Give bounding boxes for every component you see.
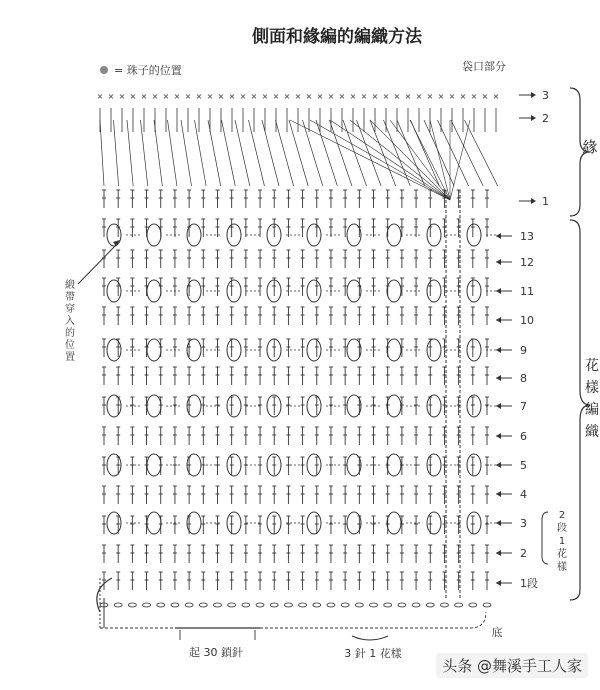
- fan-line: [195, 120, 207, 186]
- fan-line: [370, 120, 396, 186]
- chain-stitch: [426, 603, 434, 607]
- fan-line: [154, 120, 162, 186]
- edge-x-stitch: ×: [382, 92, 390, 101]
- chain-stitch: [313, 603, 321, 607]
- row-arrow-icon: [531, 115, 536, 121]
- pattern-section-char: 織: [585, 424, 599, 440]
- ribbon-note-char: 位: [65, 340, 75, 351]
- edge-x-stitch: ×: [492, 92, 500, 101]
- edge-x-stitch: ×: [360, 92, 368, 101]
- stitch-label: 3 針 1 花樣: [344, 647, 402, 660]
- fan-line: [316, 120, 337, 186]
- edge-x-stitch: ×: [184, 92, 192, 101]
- edge-x-stitch: ×: [305, 92, 313, 101]
- chart-title: 側面和緣編的編織方法: [252, 27, 422, 47]
- fan-line: [343, 120, 367, 186]
- watermark: 头条 @舞溪手工人家: [436, 653, 588, 678]
- pattern-row-label: 4: [520, 488, 527, 501]
- edge-x-stitch: ×: [459, 92, 467, 101]
- fan-line: [114, 120, 119, 186]
- repeat-note-char: 樣: [557, 562, 567, 573]
- bottom-label: 底: [491, 626, 503, 639]
- edge-x-stitch: ×: [118, 92, 126, 101]
- edge-x-stitch: ×: [349, 92, 357, 101]
- edge-x-stitch: ×: [217, 92, 225, 101]
- edge-x-stitch: ×: [206, 92, 214, 101]
- puff-stitch-oval: [467, 280, 481, 302]
- edge-x-stitch: ×: [294, 92, 302, 101]
- pattern-section-char: 花: [585, 358, 599, 374]
- puff-stitch-oval: [227, 280, 241, 302]
- row-arrow-icon: [531, 198, 536, 204]
- puff-stitch-oval: [467, 339, 481, 361]
- row-arrow-icon: [496, 491, 501, 497]
- chain-stitch: [242, 603, 250, 607]
- edge-x-stitch: ×: [316, 92, 324, 101]
- chain-stitch: [284, 603, 292, 607]
- edge-x-stitch: ×: [327, 92, 335, 101]
- edge-brace: [570, 88, 590, 216]
- edge-x-stitch: ×: [426, 92, 434, 101]
- fan-line: [249, 120, 265, 186]
- puff-stitch-oval: [227, 454, 241, 476]
- pocket-fan-line: [370, 120, 450, 200]
- edge-row-label: 3: [542, 89, 549, 102]
- chain-stitch: [483, 603, 491, 607]
- puff-stitch-oval: [107, 395, 121, 417]
- chain-stitch: [370, 603, 378, 607]
- edge-x-stitch: ×: [250, 92, 258, 101]
- ribbon-note-char: 穿: [65, 304, 75, 315]
- fan-line: [168, 120, 177, 186]
- pocket-label: 袋口部分: [462, 60, 506, 73]
- puff-stitch-oval: [427, 339, 441, 361]
- pattern-row-label: 7: [520, 400, 527, 413]
- edge-x-stitch: ×: [107, 92, 115, 101]
- pocket-fan-line: [350, 120, 450, 200]
- repeat-note-char: 段: [557, 523, 567, 534]
- edge-x-stitch: ×: [96, 92, 104, 101]
- repeat-bracket: [542, 512, 548, 564]
- edge-x-stitch: ×: [239, 92, 247, 101]
- pattern-section-char: 樣: [585, 380, 599, 396]
- puff-stitch-oval: [427, 512, 441, 534]
- row-arrow-icon: [496, 403, 501, 409]
- puff-stitch-oval: [307, 339, 321, 361]
- edge-x-stitch: ×: [173, 92, 181, 101]
- puff-stitch-oval: [387, 512, 401, 534]
- edge-x-stitch: ×: [272, 92, 280, 101]
- fan-line: [276, 120, 294, 186]
- row-arrow-icon: [496, 288, 501, 294]
- ribbon-note-char: 入: [65, 316, 75, 327]
- chain-stitch: [114, 603, 122, 607]
- legend-text: = 珠子的位置: [114, 64, 182, 77]
- edge-x-stitch: ×: [151, 92, 159, 101]
- row-arrow-icon: [496, 259, 501, 265]
- chain-stitch: [157, 603, 165, 607]
- puff-stitch-oval: [307, 224, 321, 246]
- puff-stitch-oval: [467, 512, 481, 534]
- edge-x-stitch: ×: [470, 92, 478, 101]
- puff-stitch-oval: [387, 395, 401, 417]
- ribbon-note-char: 置: [65, 352, 75, 363]
- puff-stitch-oval: [387, 224, 401, 246]
- edge-section-label: 緣: [582, 138, 598, 156]
- fan-line: [424, 120, 454, 186]
- puff-stitch-oval: [427, 280, 441, 302]
- chain-stitch: [469, 603, 477, 607]
- repeat-note-char: 2: [558, 510, 566, 521]
- row-arrow-icon: [496, 433, 501, 439]
- chain-stitch: [299, 603, 307, 607]
- puff-stitch-oval: [227, 339, 241, 361]
- edge-x-stitch: ×: [448, 92, 456, 101]
- ribbon-pointer: [78, 243, 118, 284]
- pocket-fan-line: [330, 120, 450, 200]
- chain-stitch: [440, 603, 448, 607]
- chain-stitch: [256, 603, 264, 607]
- puff-stitch-oval: [107, 512, 121, 534]
- chain-stitch: [341, 603, 349, 607]
- edge-x-stitch: ×: [228, 92, 236, 101]
- pattern-row-label: 11: [520, 285, 534, 298]
- chain-stitch: [128, 603, 136, 607]
- fan-line: [330, 120, 352, 186]
- row-arrow-icon: [496, 580, 501, 586]
- chain-stitch: [228, 603, 236, 607]
- chain-stitch: [455, 603, 463, 607]
- pattern-row-label: 13: [520, 230, 534, 243]
- row-arrow-icon: [496, 233, 501, 239]
- row-arrow-icon: [496, 347, 501, 353]
- pattern-row-label: 1段: [520, 577, 538, 590]
- edge-x-stitch: ×: [261, 92, 269, 101]
- fan-line: [262, 120, 279, 186]
- pattern-row-label: 8: [520, 372, 527, 385]
- pocket-fan-line: [430, 120, 450, 200]
- fan-line: [100, 120, 104, 186]
- puff-stitch-oval: [147, 339, 161, 361]
- edge-x-stitch: ×: [195, 92, 203, 101]
- puff-stitch-oval: [307, 512, 321, 534]
- puff-stitch-oval: [427, 224, 441, 246]
- fan-line: [222, 120, 236, 186]
- pocket-fan-line: [290, 120, 450, 200]
- edge-row-label: 1: [542, 195, 549, 208]
- puff-stitch-oval: [147, 395, 161, 417]
- chain-stitch: [185, 603, 193, 607]
- edge-x-stitch: ×: [140, 92, 148, 101]
- fan-line: [465, 120, 498, 186]
- row-arrow-icon: [496, 520, 501, 526]
- edge-x-stitch: ×: [129, 92, 137, 101]
- edge-x-stitch: ×: [371, 92, 379, 101]
- ribbon-note-char: 帶: [65, 292, 75, 303]
- fan-line: [235, 120, 250, 186]
- row-arrow-icon: [496, 550, 501, 556]
- ribbon-note-char: 緞: [65, 280, 75, 291]
- pattern-row-label: 6: [520, 430, 527, 443]
- puff-stitch-oval: [227, 512, 241, 534]
- edge-x-stitch: ×: [437, 92, 445, 101]
- ribbon-note-char: 的: [65, 328, 75, 339]
- bead-legend-icon: [100, 66, 108, 74]
- bottom-path: [100, 612, 486, 628]
- edge-x-stitch: ×: [393, 92, 401, 101]
- puff-stitch-oval: [307, 454, 321, 476]
- pattern-row-label: 10: [520, 314, 534, 327]
- puff-stitch-oval: [147, 280, 161, 302]
- repeat-note-char: 花: [557, 549, 567, 560]
- edge-x-stitch: ×: [338, 92, 346, 101]
- row-arrow-icon: [531, 92, 536, 98]
- pocket-fan-line: [450, 120, 470, 200]
- puff-stitch-oval: [307, 395, 321, 417]
- puff-stitch-oval: [227, 224, 241, 246]
- chain-stitch: [327, 603, 335, 607]
- puff-stitch-oval: [147, 512, 161, 534]
- pattern-row-label: 9: [520, 344, 527, 357]
- row-arrow-icon: [496, 375, 501, 381]
- pattern-row-label: 3: [520, 517, 527, 530]
- edge-x-stitch: ×: [481, 92, 489, 101]
- chain-stitch: [199, 603, 207, 607]
- puff-stitch-oval: [387, 280, 401, 302]
- puff-stitch-oval: [107, 339, 121, 361]
- row-arrow-icon: [496, 317, 501, 323]
- chain-stitch: [270, 603, 278, 607]
- edge-row-label: 2: [542, 112, 549, 125]
- chain-label: 起 30 鎖針: [189, 646, 243, 659]
- fan-line: [397, 120, 425, 186]
- chain-stitch: [412, 603, 420, 607]
- chain-stitch: [398, 603, 406, 607]
- puff-stitch-oval: [467, 395, 481, 417]
- pattern-row-label: 12: [520, 256, 534, 269]
- pocket-fan-line: [310, 120, 450, 200]
- fan-line: [208, 120, 221, 186]
- edge-x-stitch: ×: [162, 92, 170, 101]
- repeat-note-char: 1: [558, 536, 566, 547]
- puff-stitch-oval: [107, 280, 121, 302]
- puff-stitch-oval: [227, 395, 241, 417]
- stitch-brace: [352, 636, 388, 640]
- chain-stitch: [213, 603, 221, 607]
- chain-brace-ticks: [180, 630, 255, 640]
- chain-stitch: [143, 603, 151, 607]
- edge-x-stitch: ×: [415, 92, 423, 101]
- pattern-section-char: 編: [585, 402, 599, 418]
- fan-line: [127, 120, 133, 186]
- pattern-row-label: 2: [520, 547, 527, 560]
- puff-stitch-oval: [147, 224, 161, 246]
- stitch-drawing: [97, 92, 532, 640]
- fan-line: [181, 120, 192, 186]
- row-arrow-icon: [496, 462, 501, 468]
- fan-line: [357, 120, 382, 186]
- puff-stitch-oval: [307, 280, 321, 302]
- chain-stitch: [384, 603, 392, 607]
- puff-stitch-oval: [387, 339, 401, 361]
- edge-x-stitch: ×: [283, 92, 291, 101]
- pattern-row-label: 5: [520, 459, 527, 472]
- fan-line: [438, 120, 469, 186]
- chain-stitch: [171, 603, 179, 607]
- puff-stitch-oval: [427, 395, 441, 417]
- chain-stitch: [355, 603, 363, 607]
- edge-x-stitch: ×: [404, 92, 412, 101]
